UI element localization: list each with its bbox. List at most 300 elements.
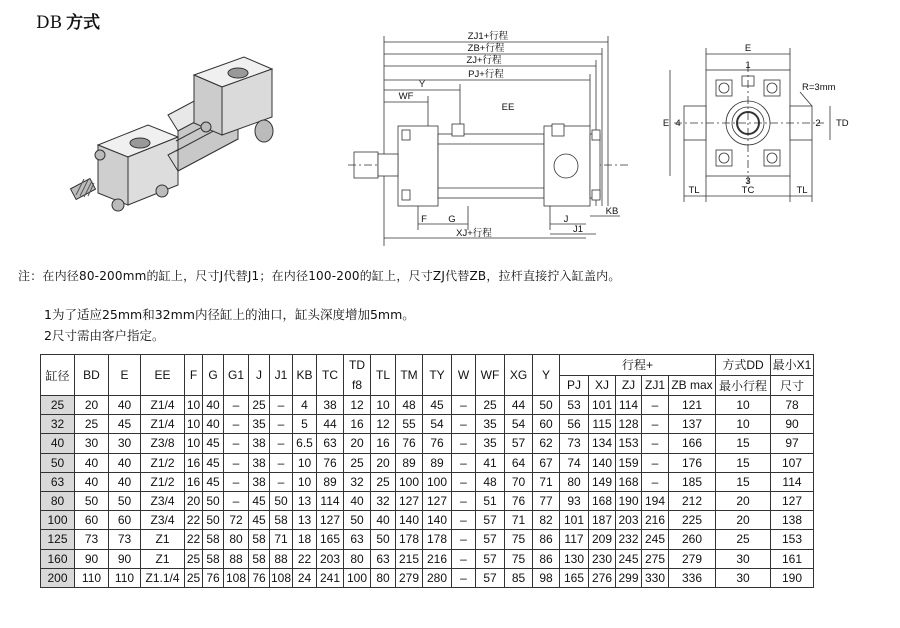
table-row	[41, 530, 814, 549]
table-cell: 40	[75, 472, 109, 491]
table-cell: Z3/4	[141, 511, 185, 530]
col-td-sub: f8	[344, 375, 371, 396]
table-cell: 76	[423, 434, 452, 453]
table-row	[41, 491, 814, 510]
col-xj: XJ	[589, 375, 616, 396]
col-g: G	[203, 355, 224, 396]
table-cell: 114	[771, 472, 814, 491]
end-port-3: 3	[745, 176, 751, 187]
dim-pj: PJ+行程	[468, 69, 504, 80]
table-cell: 178	[423, 530, 452, 549]
end-tl-left: TL	[688, 185, 700, 196]
table-cell: 57	[476, 511, 505, 530]
table-cell: 70	[505, 472, 533, 491]
col-ee: EE	[141, 355, 185, 396]
table-cell: 121	[669, 396, 716, 415]
table-cell: 60	[75, 511, 109, 530]
table-cell: 25	[476, 396, 505, 415]
table-cell: 50	[344, 511, 371, 530]
table-cell: 76	[396, 434, 423, 453]
table-cell: 114	[317, 491, 344, 510]
table-cell: 15	[716, 453, 771, 472]
table-cell: 153	[616, 434, 642, 453]
table-cell: 57	[476, 530, 505, 549]
table-cell: Z1/4	[141, 415, 185, 434]
table-cell: 71	[505, 511, 533, 530]
table-cell: 67	[533, 453, 560, 472]
table-cell: 97	[771, 434, 814, 453]
table-cell: 153	[771, 530, 814, 549]
table-cell: Z1/4	[141, 396, 185, 415]
table-cell: 6.5	[293, 434, 317, 453]
col-dd: 方式DD	[716, 355, 771, 376]
table-cell: 44	[317, 415, 344, 434]
table-cell: 10	[185, 396, 203, 415]
table-cell: 101	[589, 396, 616, 415]
table-cell: 134	[589, 434, 616, 453]
table-cell: 71	[270, 530, 293, 549]
table-cell: Z1.1/4	[141, 568, 185, 587]
table-cell: 15	[716, 472, 771, 491]
table-cell: 77	[533, 491, 560, 510]
table-cell: 75	[505, 549, 533, 568]
table-cell: 25	[371, 472, 396, 491]
bore-cell: 25	[41, 396, 75, 415]
table-cell: 30	[75, 434, 109, 453]
table-cell: 168	[589, 491, 616, 510]
table-cell: 50	[270, 491, 293, 510]
table-cell: 25	[716, 530, 771, 549]
table-cell: 60	[109, 511, 141, 530]
table-cell: 20	[371, 453, 396, 472]
table-cell: 80	[560, 472, 589, 491]
table-cell: 100	[396, 472, 423, 491]
table-cell: 86	[533, 530, 560, 549]
table-cell: 58	[203, 549, 224, 568]
end-tl-right: TL	[796, 185, 808, 196]
table-cell: –	[642, 434, 669, 453]
table-cell: 44	[505, 396, 533, 415]
table-cell: 80	[371, 568, 396, 587]
table-cell: –	[270, 434, 293, 453]
table-cell: –	[224, 415, 249, 434]
table-cell: –	[270, 453, 293, 472]
table-cell: Z1	[141, 530, 185, 549]
table-cell: 127	[317, 511, 344, 530]
table-cell: Z3/4	[141, 491, 185, 510]
table-cell: 38	[249, 434, 270, 453]
col-wf: WF	[476, 355, 505, 396]
dim-ee: EE	[501, 102, 515, 113]
table-cell: 40	[203, 415, 224, 434]
table-cell: 12	[344, 396, 371, 415]
table-row	[41, 453, 814, 472]
mount-kind: 方式	[66, 13, 101, 33]
table-cell: 40	[371, 511, 396, 530]
table-cell: 38	[317, 396, 344, 415]
table-row	[41, 549, 814, 568]
table-cell: 190	[771, 568, 814, 587]
table-cell: –	[224, 434, 249, 453]
table-cell: 73	[75, 530, 109, 549]
table-cell: 53	[560, 396, 589, 415]
main-note: 注：在内径80-200mm的缸上，尺寸J代替J1；在内径100-200的缸上，尺寸ZJ代替ZB，拉杆直接拧入缸盖内。	[18, 269, 621, 283]
table-cell: 89	[396, 453, 423, 472]
table-cell: 10	[185, 434, 203, 453]
table-row	[41, 568, 814, 587]
note-item-2: 2尺寸需由客户指定。	[44, 328, 165, 343]
table-cell: 63	[317, 434, 344, 453]
table-row	[41, 415, 814, 434]
table-cell: 62	[533, 434, 560, 453]
end-view-drawing	[660, 40, 860, 210]
table-cell: 55	[396, 415, 423, 434]
table-cell: 76	[505, 491, 533, 510]
table-cell: 140	[396, 511, 423, 530]
table-cell: 76	[317, 453, 344, 472]
table-cell: 22	[185, 530, 203, 549]
table-cell: 110	[109, 568, 141, 587]
table-cell: –	[452, 530, 476, 549]
table-cell: 216	[423, 549, 452, 568]
table-row	[41, 511, 814, 530]
page-title	[36, 8, 100, 33]
table-cell: 225	[669, 511, 716, 530]
table-cell: 40	[109, 396, 141, 415]
table-cell: –	[224, 396, 249, 415]
table-cell: 107	[771, 453, 814, 472]
table-cell: 4	[293, 396, 317, 415]
table-cell: 100	[423, 472, 452, 491]
table-cell: 40	[344, 491, 371, 510]
table-cell: 159	[616, 453, 642, 472]
mount-code: DB	[36, 13, 63, 33]
table-cell: 16	[185, 472, 203, 491]
table-cell: –	[224, 472, 249, 491]
table-cell: 241	[317, 568, 344, 587]
table-cell: 137	[669, 415, 716, 434]
table-cell: 190	[616, 491, 642, 510]
table-cell: 60	[533, 415, 560, 434]
table-cell: 72	[224, 511, 249, 530]
dim-wf: WF	[398, 91, 414, 102]
table-cell: 50	[203, 511, 224, 530]
table-cell: 127	[423, 491, 452, 510]
dim-j1: J1	[572, 224, 584, 235]
table-cell: 58	[249, 549, 270, 568]
table-cell: Z1/2	[141, 453, 185, 472]
table-cell: 10	[716, 415, 771, 434]
bore-cell: 63	[41, 472, 75, 491]
table-cell: –	[642, 396, 669, 415]
table-cell: 299	[616, 568, 642, 587]
table-cell: 35	[476, 434, 505, 453]
table-cell: 230	[589, 549, 616, 568]
table-cell: 110	[75, 568, 109, 587]
dim-zj1: ZJ1+行程	[467, 31, 509, 42]
table-cell: 149	[589, 472, 616, 491]
table-cell: 20	[716, 491, 771, 510]
end-port-1: 1	[745, 60, 751, 71]
table-cell: 63	[371, 549, 396, 568]
col-td: TD	[344, 355, 371, 376]
end-tc: TC	[741, 185, 755, 196]
bore-cell: 50	[41, 453, 75, 472]
table-cell: 63	[344, 530, 371, 549]
table-cell: 56	[560, 415, 589, 434]
table-cell: 138	[771, 511, 814, 530]
bore-cell: 32	[41, 415, 75, 434]
table-cell: 13	[293, 491, 317, 510]
table-cell: –	[642, 453, 669, 472]
table-cell: –	[270, 396, 293, 415]
col-tl: TL	[371, 355, 396, 396]
col-zj: ZJ	[616, 375, 642, 396]
table-cell: 40	[75, 453, 109, 472]
table-cell: 108	[224, 568, 249, 587]
table-cell: 108	[270, 568, 293, 587]
table-cell: 114	[616, 396, 642, 415]
dim-j: J	[563, 214, 569, 225]
end-td: TD	[836, 118, 849, 129]
table-cell: 90	[75, 549, 109, 568]
table-cell: 215	[396, 549, 423, 568]
table-cell: 57	[476, 549, 505, 568]
bore-cell: 160	[41, 549, 75, 568]
table-cell: 88	[224, 549, 249, 568]
table-cell: 50	[75, 491, 109, 510]
table-cell: 245	[642, 530, 669, 549]
table-cell: 58	[270, 511, 293, 530]
table-cell: –	[452, 396, 476, 415]
table-cell: 80	[344, 549, 371, 568]
table-cell: –	[452, 511, 476, 530]
table-cell: 64	[505, 453, 533, 472]
table-cell: 280	[423, 568, 452, 587]
table-cell: 45	[203, 472, 224, 491]
table-cell: 78	[771, 396, 814, 415]
col-ty: TY	[423, 355, 452, 396]
table-cell: 18	[293, 530, 317, 549]
dim-zb: ZB+行程	[467, 43, 505, 54]
table-cell: 178	[396, 530, 423, 549]
table-cell: 12	[371, 415, 396, 434]
table-cell: 73	[109, 530, 141, 549]
table-cell: –	[452, 415, 476, 434]
end-port-2: 2	[815, 118, 821, 129]
table-cell: 20	[185, 491, 203, 510]
table-cell: 30	[109, 434, 141, 453]
table-cell: 101	[560, 511, 589, 530]
table-cell: 279	[396, 568, 423, 587]
table-cell: 75	[505, 530, 533, 549]
table-cell: 166	[669, 434, 716, 453]
table-cell: 20	[344, 434, 371, 453]
table-cell: 275	[642, 549, 669, 568]
col-tc: TC	[317, 355, 344, 396]
table-cell: –	[270, 472, 293, 491]
table-cell: –	[270, 415, 293, 434]
table-cell: –	[452, 568, 476, 587]
table-cell: 260	[669, 530, 716, 549]
table-cell: 245	[616, 549, 642, 568]
table-cell: 10	[293, 472, 317, 491]
table-cell: 45	[203, 434, 224, 453]
table-cell: 10	[716, 396, 771, 415]
table-cell: 127	[771, 491, 814, 510]
table-cell: 82	[533, 511, 560, 530]
table-cell: 194	[642, 491, 669, 510]
col-x1: 最小X1	[771, 355, 814, 376]
table-cell: 16	[185, 453, 203, 472]
table-cell: 45	[109, 415, 141, 434]
col-y: Y	[533, 355, 560, 396]
col-bore: 缸径	[41, 355, 75, 396]
col-stroke-group: 行程+	[560, 355, 716, 376]
table-cell: 58	[203, 530, 224, 549]
table-cell: 73	[560, 434, 589, 453]
table-cell: 48	[476, 472, 505, 491]
table-cell: 13	[293, 511, 317, 530]
table-cell: Z3/8	[141, 434, 185, 453]
table-cell: –	[452, 453, 476, 472]
table-cell: 232	[616, 530, 642, 549]
bore-cell: 40	[41, 434, 75, 453]
table-cell: 76	[203, 568, 224, 587]
table-cell: 58	[249, 530, 270, 549]
table-cell: 80	[224, 530, 249, 549]
table-cell: 168	[616, 472, 642, 491]
table-cell: 276	[589, 568, 616, 587]
side-view-drawing	[340, 26, 640, 248]
table-cell: 41	[476, 453, 505, 472]
dim-f: F	[421, 214, 427, 225]
table-cell: 24	[293, 568, 317, 587]
table-cell: 140	[589, 453, 616, 472]
col-tm: TM	[396, 355, 423, 396]
table-cell: 16	[344, 415, 371, 434]
cylinder-illustration	[58, 55, 288, 225]
bore-cell: 125	[41, 530, 75, 549]
table-cell: 203	[616, 511, 642, 530]
table-row	[41, 434, 814, 453]
table-cell: 98	[533, 568, 560, 587]
table-cell: 25	[249, 396, 270, 415]
col-j1: J1	[270, 355, 293, 396]
end-e-top: E	[744, 43, 752, 54]
col-f: F	[185, 355, 203, 396]
table-cell: 32	[371, 491, 396, 510]
table-cell: 50	[371, 530, 396, 549]
col-zj1: ZJ1	[642, 375, 669, 396]
table-cell: 22	[185, 511, 203, 530]
table-cell: 140	[423, 511, 452, 530]
table-cell: 85	[505, 568, 533, 587]
table-cell: 216	[642, 511, 669, 530]
table-cell: –	[224, 491, 249, 510]
table-cell: 5	[293, 415, 317, 434]
dim-y: Y	[418, 79, 426, 90]
table-cell: –	[452, 549, 476, 568]
table-cell: 100	[344, 568, 371, 587]
dim-zj: ZJ+行程	[466, 55, 502, 66]
table-cell: 54	[505, 415, 533, 434]
table-cell: 185	[669, 472, 716, 491]
table-cell: 176	[669, 453, 716, 472]
table-cell: 25	[75, 415, 109, 434]
end-e-left: E	[662, 118, 670, 129]
col-x1-sub: 尺寸	[771, 375, 814, 396]
table-cell: 279	[669, 549, 716, 568]
table-cell: 48	[396, 396, 423, 415]
bore-cell: 80	[41, 491, 75, 510]
table-cell: 88	[270, 549, 293, 568]
table-cell: 51	[476, 491, 505, 510]
col-bd: BD	[75, 355, 109, 396]
table-cell: –	[642, 415, 669, 434]
table-cell: 30	[716, 568, 771, 587]
dim-g: G	[448, 214, 456, 225]
table-cell: 76	[249, 568, 270, 587]
table-cell: 20	[716, 511, 771, 530]
col-w: W	[452, 355, 476, 396]
table-row	[41, 396, 814, 415]
table-cell: 57	[476, 568, 505, 587]
dim-xj: XJ+行程	[456, 228, 492, 239]
table-cell: 40	[203, 396, 224, 415]
table-cell: 130	[560, 549, 589, 568]
end-radius: R=3mm	[802, 82, 836, 93]
col-zb-max: ZB max	[669, 375, 716, 396]
table-cell: 40	[109, 472, 141, 491]
table-cell: 25	[185, 568, 203, 587]
table-cell: 89	[423, 453, 452, 472]
table-cell: 90	[771, 415, 814, 434]
table-cell: 10	[371, 396, 396, 415]
table-cell: Z1	[141, 549, 185, 568]
table-cell: 187	[589, 511, 616, 530]
table-cell: 15	[716, 434, 771, 453]
table-cell: 89	[317, 472, 344, 491]
table-cell: –	[452, 472, 476, 491]
table-cell: 330	[642, 568, 669, 587]
table-cell: 90	[109, 549, 141, 568]
table-cell: 25	[344, 453, 371, 472]
table-cell: –	[642, 472, 669, 491]
table-cell: 203	[317, 549, 344, 568]
table-cell: 115	[589, 415, 616, 434]
end-port-4: 4	[675, 118, 681, 129]
table-cell: 54	[423, 415, 452, 434]
table-cell: 336	[669, 568, 716, 587]
table-cell: –	[224, 453, 249, 472]
table-cell: 86	[533, 549, 560, 568]
table-cell: 22	[293, 549, 317, 568]
table-cell: 165	[560, 568, 589, 587]
table-cell: 50	[203, 491, 224, 510]
table-cell: 50	[109, 491, 141, 510]
dim-kb: KB	[605, 206, 619, 217]
table-cell: 209	[589, 530, 616, 549]
table-cell: 38	[249, 453, 270, 472]
col-pj: PJ	[560, 375, 589, 396]
table-cell: 35	[476, 415, 505, 434]
table-cell: 71	[533, 472, 560, 491]
col-e: E	[109, 355, 141, 396]
table-cell: 117	[560, 530, 589, 549]
table-cell: 35	[249, 415, 270, 434]
table-cell: 40	[109, 453, 141, 472]
